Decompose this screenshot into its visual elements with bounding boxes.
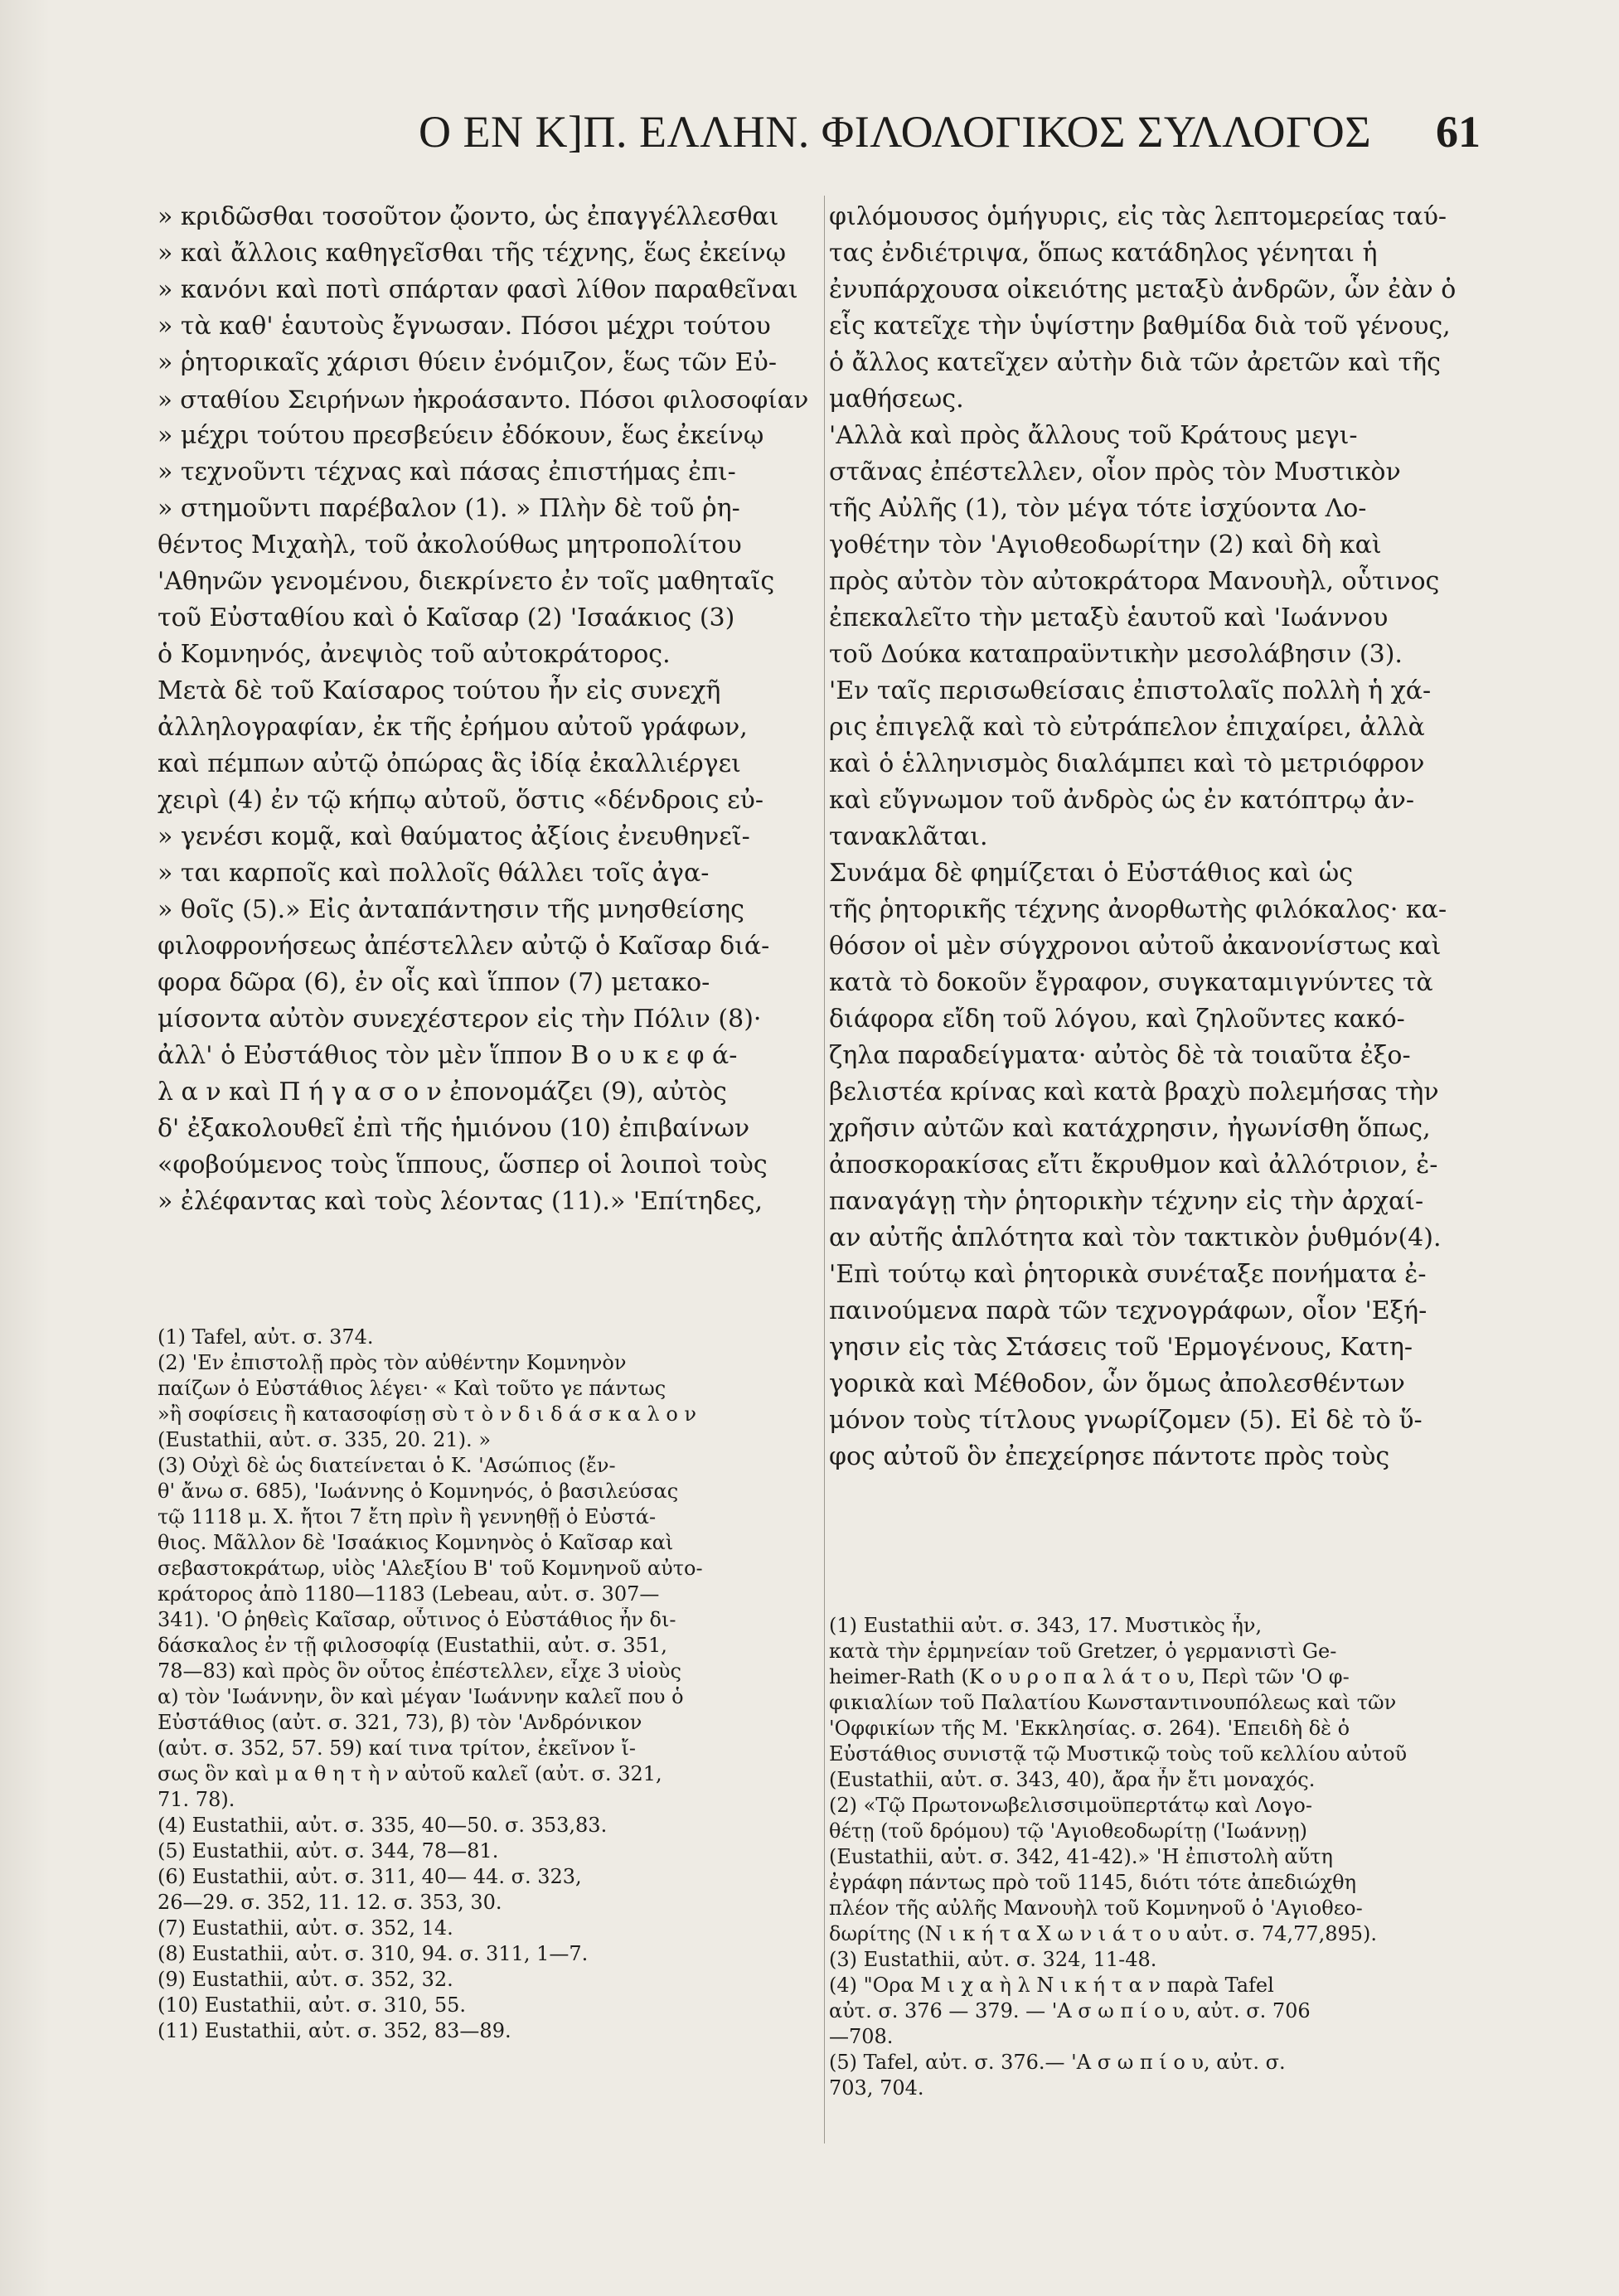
body-line: » τὰ καθ' ἑαυτοὺς ἔγνωσαν. Πόσοι μέχρι τούτου	[158, 312, 771, 341]
body-line: » τεχνοῦντι τέχνας καὶ πάσας ἐπιστήμας ἐπι-	[158, 458, 736, 487]
footnote-line: Εὐστάθιος (αὐτ. σ. 321, 73), β) τὸν 'Ανδρόνικον	[158, 1711, 642, 1734]
page-number: 61	[1436, 107, 1481, 157]
body-line: » καὶ ἄλλοις καθηγεῖσθαι τῆς τέχνης, ἕως ἐκείνῳ	[158, 239, 787, 268]
footnote-line: (8) Eustathii, αὐτ. σ. 310, 94. σ. 311, 1—7.	[158, 1942, 589, 1965]
footnote-line: (3) Eustathii, αὐτ. σ. 324, 11-48.	[829, 1948, 1157, 1971]
body-line: » ται καρποῖς καὶ πολλοῖς θάλλει τοῖς ἀγα-	[158, 859, 710, 888]
footnote-line: (1) Tafel, αὐτ. σ. 374.	[158, 1325, 374, 1349]
body-line: αν αὐτῆς ἁπλότητα καὶ τὸν τακτικὸν ῥυθμόν(4).	[829, 1223, 1442, 1252]
footnote-line: αὐτ. σ. 376 — 379. — 'Α σ ω π ί ο υ, αὐτ. σ. 706	[829, 1999, 1311, 2022]
body-line: τοῦ Δούκα καταπραϋντικὴν μεσολάβησιν (3).	[829, 640, 1403, 669]
footnote-line: (5) Eustathii, αὐτ. σ. 344, 78—81.	[158, 1839, 499, 1862]
body-line: » ἐλέφαντας καὶ τοὺς λέοντας (11).» 'Επίτηδες,	[158, 1187, 763, 1216]
body-line: «φοβούμενος τοὺς ἵππους, ὥσπερ οἱ λοιποὶ τοὺς	[158, 1150, 768, 1179]
footnote-line: (Eustathii, αὐτ. σ. 335, 20. 21). »	[158, 1428, 491, 1451]
body-line: γησιν εἰς τὰς Στάσεις τοῦ 'Ερμογένους, Κατη-	[829, 1333, 1413, 1362]
body-line: 'Αθηνῶν γενομένου, διεκρίνετο ἐν τοῖς μαθηταῖς	[158, 567, 775, 596]
footnote-line: 'Οφφικίων τῆς Μ. 'Εκκλησίας. σ. 264). 'Επειδὴ δὲ ὁ	[829, 1717, 1350, 1740]
footnote-line: πλέον τῆς αὐλῆς Μανουὴλ τοῦ Κομνηνοῦ ὁ 'Αγιοθεο-	[829, 1896, 1363, 1920]
footnote-line: θ' ἄνω σ. 685), 'Ιωάννης ὁ Κομνηνός, ὁ βασιλεύσας	[158, 1480, 679, 1503]
body-line: μαθήσεως.	[829, 385, 964, 414]
body-line: ἀλληλογραφίαν, ἐκ τῆς ἐρήμου αὐτοῦ γράφων,	[158, 713, 748, 742]
body-line: ἐπεκαλεῖτο τὴν μεταξὺ ἑαυτοῦ καὶ 'Ιωάννου	[829, 603, 1389, 632]
body-line: ἀποσκορακίσας εἴτι ἔκρυθμον καὶ ἀλλότριον, ἐ-	[829, 1150, 1438, 1179]
body-line: τοῦ Εὐσταθίου καὶ ὁ Καῖσαρ (2) 'Ισαάκιος (3)	[158, 603, 735, 632]
footnote-line: (2) «Τῷ Πρωτονωβελισσιμοϋπερτάτῳ καὶ Λογο-	[829, 1794, 1312, 1817]
body-line: » κριδῶσθαι τοσοῦτον ᾤοντο, ὡς ἐπαγγέλλεσθαι	[158, 202, 779, 231]
footnote-line: ἐγράφη πάντως πρὸ τοῦ 1145, διότι τότε ἀπεδιώχθη	[829, 1871, 1356, 1894]
body-line: κατὰ τὸ δοκοῦν ἔγραφον, συγκαταμιγνύντες τὰ	[829, 968, 1433, 997]
body-line: χρῆσιν αὐτῶν καὶ κατάχρησιν, ἠγωνίσθη ὅπως,	[829, 1114, 1431, 1143]
running-title: Ο ΕΝ Κ]Π. ΕΛΛΗΝ. ΦΙΛΟΛΟΓΙΚΟΣ ΣΥΛΛΟΓΟΣ	[419, 107, 1372, 157]
footnote-line: »ἢ σοφίσεις ἢ κατασοφίσῃ σὺ τ ὸ ν δ ι δ ά σ κ α λ ο ν	[158, 1402, 696, 1426]
footnote-line: 78—83) καὶ πρὸς ὃν οὗτος ἐπέστελλεν, εἶχε 3 υἱοὺς	[158, 1659, 681, 1683]
body-line: καὶ πέμπων αὐτῷ ὀπώρας ἃς ἰδίᾳ ἐκαλλιέργει	[158, 749, 741, 778]
footnote-line: (4) Eustathii, αὐτ. σ. 335, 40—50. σ. 353,83.	[158, 1814, 608, 1837]
footnote-line: παίζων ὁ Εὐστάθιος λέγει· « Καὶ τοῦτο γε πάντως	[158, 1377, 667, 1400]
body-line: δ' ἐξακολουθεῖ ἐπὶ τῆς ἡμιόνου (10) ἐπιβαίνων	[158, 1114, 750, 1143]
footnote-line: 703, 704.	[829, 2076, 924, 2100]
body-line: ζηλα παραδείγματα· αὐτὸς δὲ τὰ τοιαῦτα ἐξο-	[829, 1041, 1411, 1070]
footnote-line: (αὐτ. σ. 352, 57. 59) καί τινα τρίτον, ἐκεῖνον ἴ-	[158, 1737, 636, 1760]
body-line: λ α ν καὶ Π ή γ α σ ο ν ἐπονομάζει (9), αὐτὸς	[158, 1078, 727, 1107]
body-line: φιλοφρονήσεως ἀπέστελλεν αὐτῷ ὁ Καῖσαρ διά-	[158, 932, 770, 961]
footnote-line: φικιαλίων τοῦ Παλατίου Κωνσταντινουπόλεως καὶ τῶν	[829, 1691, 1397, 1714]
left-body-text	[158, 199, 808, 1220]
footnote-line: (7) Eustathii, αὐτ. σ. 352, 14.	[158, 1916, 453, 1940]
right-body-text	[829, 199, 1456, 1475]
body-line: τας ἐνδιέτριψα, ὅπως κατάδηλος γένηται ἡ	[829, 239, 1378, 268]
body-line: παινούμενα παρὰ τῶν τεχνογράφων, οἷον 'Εξή-	[829, 1296, 1428, 1325]
body-line: γοθέτην τὸν 'Αγιοθεοδωρίτην (2) καὶ δὴ καὶ	[829, 530, 1382, 559]
footnote-line: 341). 'Ο ῥηθεὶς Καῖσαρ, οὗτινος ὁ Εὐστάθιος ἦν δι-	[158, 1608, 676, 1631]
footnote-line: (2) 'Εν ἐπιστολῇ πρὸς τὸν αὐθέντην Κομνηνὸν	[158, 1351, 627, 1374]
footnote-line: θιος. Μᾶλλον δὲ 'Ισαάκιος Κομνηνὸς ὁ Καῖσαρ καὶ	[158, 1531, 674, 1554]
body-line: θόσον οἱ μὲν σύγχρονοι αὐτοῦ ἀκανονίστως καὶ	[829, 932, 1442, 961]
footnote-line: θέτῃ (τοῦ δρόμου) τῷ 'Αγιοθεοδωρίτῃ ('Ιωάννῃ)	[829, 1819, 1308, 1843]
body-line: καὶ εὔγνωμον τοῦ ἀνδρὸς ὡς ἐν κατόπτρῳ ἀν-	[829, 786, 1414, 815]
body-line: καὶ ὁ ἑλληνισμὸς διαλάμπει καὶ τὸ μετριόφρον	[829, 749, 1425, 778]
footnote-line: (6) Eustathii, αὐτ. σ. 311, 40— 44. σ. 323,	[158, 1865, 582, 1888]
footnote-line: κατὰ τὴν ἑρμηνείαν τοῦ Gretzer, ὁ γερμανιστὶ Ge-	[829, 1640, 1337, 1663]
body-line: ὁ ἄλλος κατεῖχεν αὐτὴν διὰ τῶν ἀρετῶν καὶ τῆς	[829, 348, 1441, 377]
body-line: 'Εν ταῖς περισωθείσαις ἐπιστολαῖς πολλὴ ἡ χά-	[829, 676, 1432, 705]
body-line: φιλόμουσος ὁμήγυρις, εἰς τὰς λεπτομερείας ταύ-	[829, 202, 1447, 231]
column-divider	[824, 196, 825, 2143]
body-line: ἐνυπάρχουσα οἰκειότης μεταξὺ ἀνδρῶν, ὧν ἐὰν ὁ	[829, 275, 1457, 304]
footnote-line: δάσκαλος ἐν τῇ φιλοσοφίᾳ (Eustathii, αὐτ. σ. 351,	[158, 1634, 667, 1657]
body-line: 'Αλλὰ καὶ πρὸς ἄλλους τοῦ Κράτους μεγι-	[829, 421, 1358, 450]
body-line: ρις ἐπιγελᾷ καὶ τὸ εὐτράπελον ἐπιχαίρει, ἀλλὰ	[829, 713, 1425, 742]
body-line: » σταθίου Σειρήνων ἠκροάσαντο. Πόσοι φιλοσοφίαν	[158, 385, 809, 414]
footnote-line: σως ὃν καὶ μ α θ η τ ὴ ν αὐτοῦ καλεῖ (αὐτ. σ. 321,	[158, 1762, 662, 1785]
footnote-line: κράτορος ἀπὸ 1180—1183 (Lebeau, αὐτ. σ. 307—	[158, 1582, 660, 1606]
body-line: μίσοντα αὐτὸν συνεχέστερον εἰς τὴν Πόλιν (8)·	[158, 1005, 762, 1034]
footnote-line: α) τὸν 'Ιωάννην, ὃν καὶ μέγαν 'Ιωάννην καλεῖ που ὁ	[158, 1685, 684, 1708]
footnote-line: 26—29. σ. 352, 11. 12. σ. 353, 30.	[158, 1891, 502, 1914]
footnote-line: (1) Eustathii αὐτ. σ. 343, 17. Μυστικὸς ἦν,	[829, 1614, 1263, 1637]
right-footnotes	[829, 1613, 1407, 2101]
footnote-line: τῷ 1118 μ. Χ. ἤτοι 7 ἔτη πρὶν ἢ γεννηθῇ ὁ Εὐστά-	[158, 1505, 657, 1528]
body-line: διάφορα εἴδη τοῦ λόγου, καὶ ζηλοῦντες κακό-	[829, 1005, 1405, 1034]
body-line: γορικὰ καὶ Μέθοδον, ὧν ὅμως ἀπολεσθέντων	[829, 1369, 1405, 1398]
body-line: πρὸς αὐτὸν τὸν αὐτοκράτορα Μανουὴλ, οὗτινος	[829, 567, 1440, 596]
footnote-line: (11) Eustathii, αὐτ. σ. 352, 83—89.	[158, 2019, 511, 2042]
body-line: » κανόνι καὶ ποτὶ σπάρταν φασὶ λίθον παραθεῖναι	[158, 275, 798, 304]
footnote-line: (Eustathii, αὐτ. σ. 342, 41-42).» 'Η ἐπιστολὴ αὕτη	[829, 1845, 1333, 1868]
page-edge-shadow	[0, 0, 50, 2296]
body-line: τῆς ῥητορικῆς τέχνης ἀνορθωτὴς φιλόκαλος· κα-	[829, 895, 1447, 924]
body-line: τῆς Αὐλῆς (1), τὸν μέγα τότε ἰσχύοντα Λο-	[829, 494, 1367, 523]
body-line: φος αὐτοῦ ὃν ἐπεχείρησε πάντοτε πρὸς τοὺς	[829, 1442, 1390, 1471]
body-line: » γενέσι κομᾷ, καὶ θαύματος ἀξίοις ἐνευθηνεῖ-	[158, 822, 750, 851]
body-line: χειρὶ (4) ἐν τῷ κήπῳ αὐτοῦ, ὅστις «δένδροις εὐ-	[158, 786, 764, 815]
footnote-line: (5) Tafel, αὐτ. σ. 376.— 'Α σ ω π ί ο υ, αὐτ. σ.	[829, 2051, 1286, 2074]
body-line: » ῥητορικαῖς χάρισι θύειν ἐνόμιζον, ἕως τῶν Εὐ-	[158, 348, 777, 377]
left-footnotes	[158, 1325, 703, 2044]
footnote-line: —708.	[829, 2025, 894, 2048]
body-line: ἀλλ' ὁ Εὐστάθιος τὸν μὲν ἵππον Β ο υ κ ε φ ά-	[158, 1041, 738, 1070]
footnote-line: (Eustathii, αὐτ. σ. 343, 40), ἄρα ἦν ἔτι μοναχός.	[829, 1768, 1316, 1791]
footnote-line: (4) "Ορα Μ ι χ α ὴ λ Ν ι κ ή τ α ν παρὰ Tafel	[829, 1974, 1274, 1997]
footnote-line: (10) Eustathii, αὐτ. σ. 310, 55.	[158, 1993, 467, 2017]
body-line: 'Επὶ τούτῳ καὶ ῥητορικὰ συνέταξε πονήματα ἐ-	[829, 1260, 1427, 1289]
footnote-line: (3) Οὐχὶ δὲ ὡς διατείνεται ὁ Κ. 'Ασώπιος (ἔν-	[158, 1454, 616, 1477]
body-line: εἷς κατεῖχε τὴν ὑψίστην βαθμίδα διὰ τοῦ γένους,	[829, 312, 1451, 341]
footnote-line: (9) Eustathii, αὐτ. σ. 352, 32.	[158, 1968, 453, 1991]
page-header	[0, 106, 1619, 164]
body-line: » στημοῦντι παρέβαλον (1). » Πλὴν δὲ τοῦ ῥη-	[158, 494, 740, 523]
body-line: Μετὰ δὲ τοῦ Καίσαρος τούτου ἦν εἰς συνεχῆ	[158, 676, 721, 705]
footnote-line: σεβαστοκράτωρ, υἱὸς 'Αλεξίου Β' τοῦ Κομνηνοῦ αὐτο-	[158, 1557, 703, 1580]
body-line: στᾶνας ἐπέστελλεν, οἷον πρὸς τὸν Μυστικὸν	[829, 458, 1401, 487]
footnote-line: 71. 78).	[158, 1788, 235, 1811]
body-line: φορα δῶρα (6), ἐν οἷς καὶ ἵππον (7) μετακο-	[158, 968, 710, 997]
body-line: παναγάγῃ τὴν ῥητορικὴν τέχνην εἰς τὴν ἀρχαί-	[829, 1187, 1424, 1216]
body-line: Συνάμα δὲ φημίζεται ὁ Εὐστάθιος καὶ ὡς	[829, 859, 1353, 888]
body-line: ὁ Κομνηνός, ἀνεψιὸς τοῦ αὐτοκράτορος.	[158, 640, 671, 669]
body-line: τανακλᾶται.	[829, 822, 988, 851]
body-line: θέντος Μιχαὴλ, τοῦ ἀκολούθως μητροπολίτου	[158, 530, 742, 559]
body-line: » μέχρι τούτου πρεσβεύειν ἐδόκουν, ἕως ἐκείνῳ	[158, 421, 764, 450]
footnote-line: δωρίτης (Ν ι κ ή τ α Χ ω ν ι ά τ ο υ αὐτ. σ. 74,77,895).	[829, 1922, 1377, 1945]
footnote-line: heimer-Rath (Κ ο υ ρ ο π α λ ά τ ο υ, Περὶ τῶν 'Ο φ-	[829, 1665, 1350, 1688]
body-line: μόνον τοὺς τίτλους γνωρίζομεν (5). Εἰ δὲ τὸ ὕ-	[829, 1406, 1423, 1435]
footnote-line: Εὐστάθιος συνιστᾷ τῷ Μυστικῷ τοὺς τοῦ κελλίου αὐτοῦ	[829, 1742, 1408, 1766]
body-line: βελιστέα κρίνας καὶ κατὰ βραχὺ πολεμήσας τὴν	[829, 1078, 1439, 1107]
body-line: » θοῖς (5).» Εἰς ἀνταπάντησιν τῆς μνησθείσης	[158, 895, 744, 924]
